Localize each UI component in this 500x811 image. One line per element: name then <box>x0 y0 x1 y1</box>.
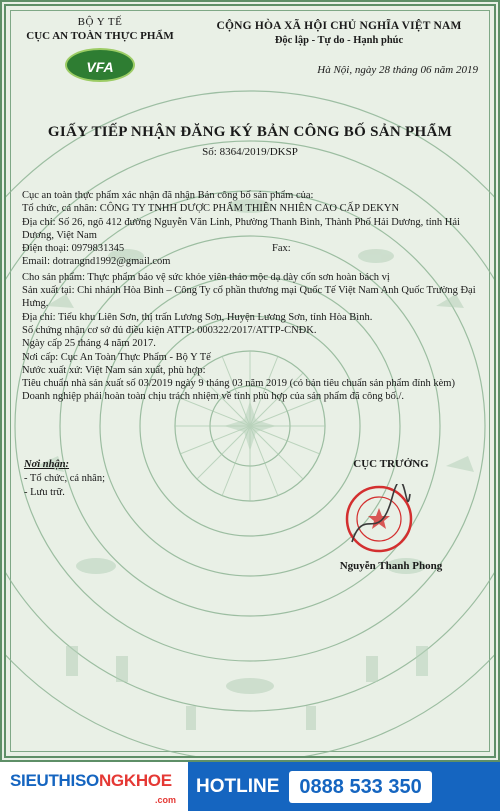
body-producer-address: Địa chỉ: Tiểu khu Liên Sơn, thị trấn Lương Sơn, Huyện Lương Sơn, tỉnh Hòa Bình. <box>22 311 373 323</box>
body-email: Email: dotrangnd1992@gmail.com <box>22 256 171 268</box>
national-motto: Độc lập - Tự do - Hạnh phúc <box>274 35 404 46</box>
body-origin: Nước xuất xứ: Việt Nam sản xuất, phù hợp: <box>22 364 206 376</box>
recipients-heading: Nơi nhận: <box>24 459 70 470</box>
recipients-block <box>24 458 204 500</box>
hotline-label: HOTLINE <box>196 775 280 797</box>
brand-name <box>10 771 188 791</box>
document-body <box>22 189 488 404</box>
document-number: Số: 8364/2019/DKSP <box>202 146 298 158</box>
body-fax: Fax: <box>272 243 291 255</box>
body-organization: Tổ chức, cá nhân: CÔNG TY TNHH DƯỢC PHẨM THIÊN NHIÊN CAO CẤP DEKYN <box>22 203 400 215</box>
document-title: GIẤY TIẾP NHẬN ĐĂNG KÝ BẢN CÔNG BỐ SẢN PHẨM <box>47 124 453 140</box>
body-responsibility: Doanh nghiệp phải hoàn toàn chịu trách nhiệm về tính phù hợp của sản phẩm đã công bố./. <box>22 391 404 403</box>
hotline-number-link[interactable]: 0888 533 350 <box>289 771 431 803</box>
official-stamp-icon <box>344 484 414 554</box>
issuing-authority <box>20 16 180 82</box>
signature-block <box>306 458 476 572</box>
brand-suffix: NGKHOE <box>98 771 172 790</box>
national-heading <box>194 20 484 76</box>
body-intro: Cục an toàn thực phẩm xác nhận đã nhận Bản công bố sản phẩm của: <box>22 190 314 201</box>
vfa-logo: VFA <box>65 48 135 82</box>
recipient-item: - Tổ chức, cá nhân; <box>24 473 106 484</box>
body-product: Cho sản phẩm: Thực phẩm bảo vệ sức khỏe viên thảo mộc dạ dày cốn sơn hoàn bách vị <box>22 271 390 283</box>
issue-dateline: Hà Nội, ngày 28 tháng 06 năm 2019 <box>317 64 478 76</box>
body-certificate: Số chứng nhận cơ sở đủ điều kiện ATTP: 000322/2017/ATTP-CNĐK. <box>22 324 317 336</box>
body-standard: Tiêu chuẩn nhà sản xuất số 03/2019 ngày 9 tháng 03 năm 2019 (có bản tiêu chuẩn sản phẩm đính kèm) <box>22 378 455 390</box>
body-issue-date: Ngày cấp 25 tháng 4 năm 2017. <box>22 338 156 350</box>
ministry-name: BỘ Y TẾ <box>77 16 123 28</box>
recipient-item: - Lưu trữ. <box>24 487 65 498</box>
nation-name: CỘNG HÒA XÃ HỘI CHỦ NGHĨA VIỆT NAM <box>216 20 462 32</box>
contact-row <box>22 242 488 255</box>
footer-banner <box>0 762 500 811</box>
body-issuer: Nơi cấp: Cục An Toàn Thực Phẩm - Bộ Y Tế <box>22 351 211 363</box>
brand-domain: .com <box>154 795 176 805</box>
signer-role: CỤC TRƯỞNG <box>353 458 429 470</box>
body-producer: Sản xuất tại: Chi nhánh Hòa Bình – Công Ty cổ phần thương mại Quốc Tế Việt Nam Anh Quốc Trường Đại Hưng. <box>22 285 476 310</box>
signer-name: Nguyễn Thanh Phong <box>339 560 443 572</box>
body-address: Địa chỉ: Số 26, ngõ 412 đường Nguyễn Văn Linh, Phường Thanh Bình, Thành Phố Hải Dương, tỉnh Hải Dương, Việt Nam <box>22 216 460 241</box>
department-name: CỤC AN TOÀN THỰC PHẨM <box>26 30 174 42</box>
brand-prefix: SIEUTHISO <box>10 771 99 790</box>
brand-logo[interactable] <box>0 762 188 811</box>
body-phone: Điện thoại: 0979831345 <box>22 243 125 255</box>
